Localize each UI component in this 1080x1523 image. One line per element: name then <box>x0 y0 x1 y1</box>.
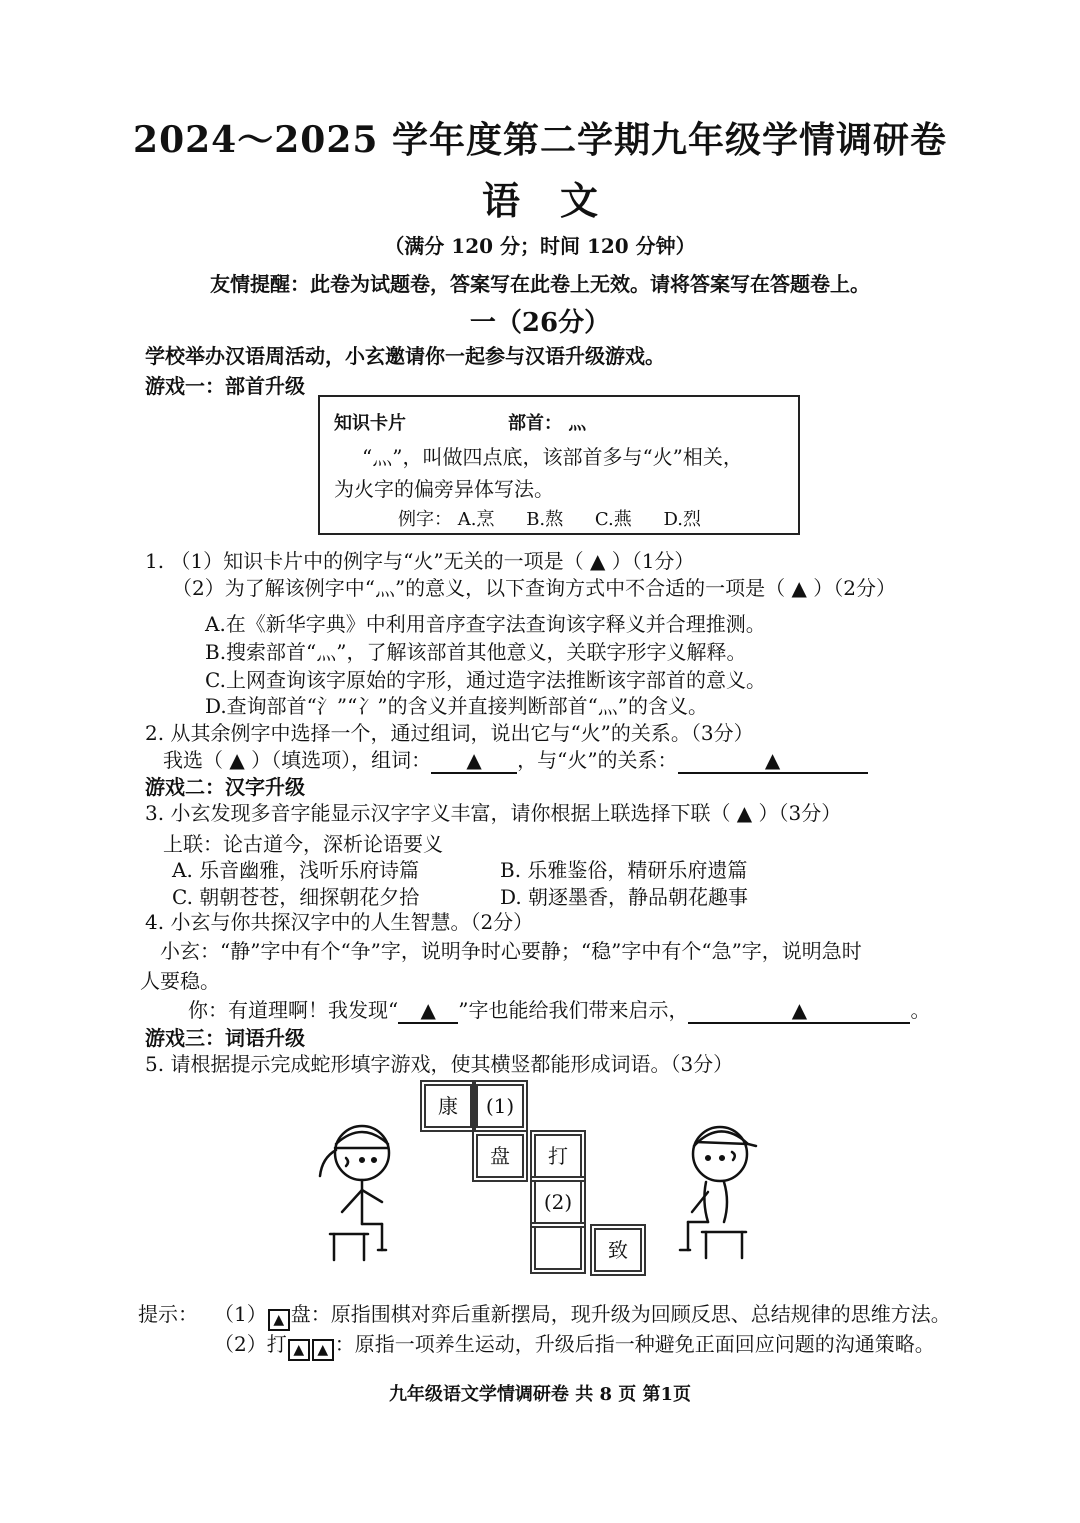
hint-2-text: ：原指一项养生运动，升级后指一种避免正面回应问题的沟通策略。 <box>334 1332 935 1356</box>
q3-option-d: D. 朝逐墨香，静品朝花趣事 <box>500 885 749 909</box>
hint-1-answer-box: ▲ <box>268 1309 290 1331</box>
q1-option-c: C.上网查询该字原始的字形，通过造字法推断该字部首的意义。 <box>205 668 766 692</box>
q1-part2: （2）为了解该例字中“灬”的意义，以下查询方式中不合适的一项是（ ▲ ）（2分） <box>172 576 896 600</box>
grid-cell-blank-3 <box>534 1226 582 1270</box>
hint-2-number: （2）打 <box>214 1332 287 1356</box>
grid-cell-zhi: 致 <box>594 1228 642 1272</box>
q3-option-c: C. 朝朝苍苍，细探朝花夕拾 <box>172 885 420 909</box>
q4-blank-char: ▲ <box>398 998 458 1024</box>
q2-answer-line <box>163 744 868 774</box>
q2-blank-word: ▲ <box>431 748 517 774</box>
q1-part1: 1. （1）知识卡片中的例字与“火”无关的一项是（ ▲ ）（1分） <box>145 549 695 573</box>
hint-2-answer-box-1: ▲ <box>288 1339 310 1361</box>
q4-dialog-line1: 小玄：“静”字中有个“争”字，说明争时心要静；“稳”字中有个“急”字，说明急时 <box>160 939 862 963</box>
q4-blank-insight: ▲ <box>688 998 910 1024</box>
q3-stem: 3. 小玄发现多音字能显示汉字字义丰富，请你根据上联选择下联（ ▲ ）（3分） <box>145 801 842 825</box>
knowledge-card <box>318 395 800 535</box>
boy-figure-illustration <box>672 1116 772 1266</box>
q1-option-d: D.查询部首“氵”“冫”的含义并直接判断部首“灬”的含义。 <box>205 694 709 718</box>
grid-cell-da: 打 <box>534 1134 582 1178</box>
subject-title: 语文 <box>481 178 638 223</box>
card-line2: 为火字的偏旁异体写法。 <box>334 477 554 501</box>
card-examples-label: 例字： <box>398 509 452 530</box>
q2-stem: 2. 从其余例字中选择一个，通过组词，说出它与“火”的关系。（3分） <box>145 721 754 745</box>
section-heading: 一（26分） <box>469 308 611 338</box>
q4-dialog-line2: 人要稳。 <box>140 969 220 993</box>
example-d: D.烈 <box>663 509 701 530</box>
q1-option-b: B.搜索部首“灬”，了解该部首其他意义，关联字形字义解释。 <box>205 640 747 664</box>
q2-answer-a: 我选（ ▲ ）（填选项），组词： <box>163 748 432 772</box>
q4-stem: 4. 小玄与你共探汉字中的人生智慧。（2分） <box>145 910 534 934</box>
exam-title: 2024～2025 学年度第二学期九年级学情调研卷 <box>133 119 947 161</box>
game3-title: 游戏三：词语升级 <box>145 1026 305 1050</box>
q2-answer-b: ，与“火”的关系： <box>517 748 678 772</box>
q4-answer-a: 你：有道理啊！我发现“ <box>188 998 399 1022</box>
friendly-tip: 友情提醒：此卷为试题卷，答案写在此卷上无效。请将答案写在答题卷上。 <box>210 272 870 296</box>
q3-option-a: A. 乐音幽雅，浅听乐府诗篇 <box>172 858 420 882</box>
grid-cell-blank-1: (1) <box>476 1084 524 1128</box>
example-b: B.熬 <box>526 509 564 530</box>
game1-title: 游戏一：部首升级 <box>145 374 305 398</box>
hint-1 <box>214 1298 951 1331</box>
q2-blank-relation: ▲ <box>678 748 868 774</box>
hint-2 <box>214 1328 935 1361</box>
q3-option-b: B. 乐雅鉴俗，精研乐府遗篇 <box>500 858 748 882</box>
q3-couplet: 上联：论古道今，深析论语要义 <box>163 832 443 856</box>
q4-end: 。 <box>910 998 931 1022</box>
page-footer: 九年级语文学情调研卷 共 8 页 第1页 <box>388 1384 692 1405</box>
example-a: A.烹 <box>457 509 495 530</box>
grid-cell-kang: 康 <box>424 1084 472 1128</box>
hint-1-text: 盘：原指围棋对弈后重新摆局，现升级为回顾反思、总结规律的思维方法。 <box>290 1302 951 1326</box>
q4-answer-b: ”字也能给我们带来启示， <box>458 998 689 1022</box>
card-label: 知识卡片 <box>334 413 406 434</box>
hint-2-answer-box-2: ▲ <box>312 1339 334 1361</box>
hints-label: 提示： <box>138 1302 198 1326</box>
grid-cell-pan: 盘 <box>476 1134 524 1178</box>
q1-option-a: A.在《新华字典》中利用音序查字法查询该字释义并合理推测。 <box>205 612 766 636</box>
hint-1-number: （1） <box>214 1302 267 1326</box>
example-c: C.燕 <box>594 509 632 530</box>
game2-title: 游戏二：汉字升级 <box>145 775 305 799</box>
intro-text: 学校举办汉语周活动，小玄邀请你一起参与汉语升级游戏。 <box>145 344 665 368</box>
girl-figure-illustration <box>312 1118 412 1266</box>
card-line1: “灬”，叫做四点底，该部首多与“火”相关， <box>362 445 743 469</box>
score-time: （满分 120 分；时间 120 分钟） <box>384 234 696 258</box>
card-examples <box>398 505 701 531</box>
card-radical: 灬 <box>568 413 587 434</box>
card-radical-label: 部首： <box>508 413 562 434</box>
q4-answer-line <box>188 994 930 1024</box>
grid-cell-blank-2: (2) <box>534 1180 582 1224</box>
q5-stem: 5. 请根据提示完成蛇形填字游戏，使其横竖都能形成词语。（3分） <box>145 1052 734 1076</box>
